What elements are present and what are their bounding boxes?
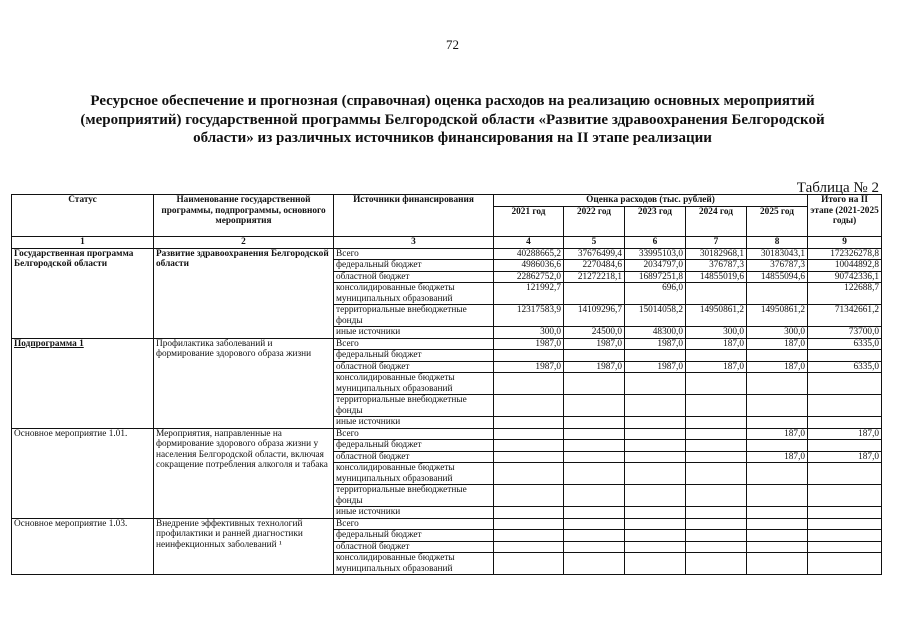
value-cell [564, 485, 625, 507]
value-cell: 376787,3 [686, 260, 747, 272]
row-source: консолидированные бюджеты муниципальных образований [334, 463, 494, 485]
row-source: федеральный бюджет [334, 260, 494, 272]
value-cell [494, 485, 564, 507]
value-cell [686, 553, 747, 575]
row-source: федеральный бюджет [334, 530, 494, 542]
value-cell [494, 530, 564, 542]
value-cell [686, 440, 747, 452]
row-status: Подпрограмма 1 [12, 338, 154, 428]
value-cell: 187,0 [686, 338, 747, 350]
value-cell [494, 373, 564, 395]
value-cell: 1987,0 [564, 338, 625, 350]
header-year: 2025 год [747, 206, 808, 236]
value-cell [564, 395, 625, 417]
row-source: территориальные внебюджетные фонды [334, 485, 494, 507]
value-cell: 300,0 [494, 327, 564, 339]
total-cell [808, 373, 882, 395]
value-cell [625, 463, 686, 485]
value-cell [747, 395, 808, 417]
value-cell [625, 395, 686, 417]
value-cell: 24500,0 [564, 327, 625, 339]
value-cell [747, 373, 808, 395]
value-cell [494, 463, 564, 485]
value-cell [494, 428, 564, 440]
row-source: областной бюджет [334, 541, 494, 553]
total-cell: 187,0 [808, 428, 882, 440]
row-source: федеральный бюджет [334, 350, 494, 362]
row-status: Государственная программа Белгородской области [12, 248, 154, 338]
header-status: Статус [12, 195, 154, 237]
value-cell [747, 463, 808, 485]
value-cell: 121992,7 [494, 283, 564, 305]
row-name: Профилактика заболеваний и формирование здорового образа жизни [154, 338, 334, 428]
value-cell [564, 428, 625, 440]
value-cell: 16897251,8 [625, 271, 686, 283]
header-year: 2022 год [564, 206, 625, 236]
value-cell [747, 507, 808, 519]
value-cell [625, 451, 686, 463]
value-cell [564, 451, 625, 463]
value-cell [625, 417, 686, 429]
value-cell: 1987,0 [494, 338, 564, 350]
value-cell: 40288665,2 [494, 248, 564, 260]
row-source: Всего [334, 248, 494, 260]
value-cell [494, 417, 564, 429]
value-cell [494, 350, 564, 362]
value-cell [747, 541, 808, 553]
value-cell: 1987,0 [494, 361, 564, 373]
row-status: Основное мероприятие 1.03. [12, 518, 154, 575]
value-cell: 187,0 [747, 451, 808, 463]
col-number: 4 [494, 236, 564, 248]
value-cell: 696,0 [625, 283, 686, 305]
row-source: консолидированные бюджеты муниципальных образований [334, 283, 494, 305]
table-row [12, 338, 882, 350]
row-name: Внедрение эффективных технологий профилактики и ранней диагностики неинфекционных заболеваний ¹ [154, 518, 334, 575]
value-cell: 14109296,7 [564, 305, 625, 327]
value-cell [747, 440, 808, 452]
value-cell: 187,0 [747, 361, 808, 373]
value-cell [686, 395, 747, 417]
total-cell: 10044892,8 [808, 260, 882, 272]
total-cell: 90742336,1 [808, 271, 882, 283]
value-cell [625, 541, 686, 553]
value-cell: 12317583,9 [494, 305, 564, 327]
col-number: 5 [564, 236, 625, 248]
row-source: иные источники [334, 327, 494, 339]
value-cell: 22862752,0 [494, 271, 564, 283]
value-cell [747, 417, 808, 429]
col-number: 1 [12, 236, 154, 248]
row-name: Мероприятия, направленные на формирование здорового образа жизни у населения Белгородской области, включая сокращение потребления алкоголя и табака [154, 428, 334, 518]
header-source: Источники финансирования [334, 195, 494, 237]
value-cell [494, 518, 564, 530]
total-cell: 187,0 [808, 451, 882, 463]
total-cell [808, 530, 882, 542]
total-cell [808, 417, 882, 429]
value-cell [686, 283, 747, 305]
value-cell [747, 530, 808, 542]
table-label: Таблица № 2 [796, 180, 879, 196]
value-cell [686, 507, 747, 519]
value-cell [564, 530, 625, 542]
header-name: Наименование государственной программы, подпрограммы, основного мероприятия [154, 195, 334, 237]
col-number: 8 [747, 236, 808, 248]
value-cell [564, 350, 625, 362]
value-cell [686, 485, 747, 507]
value-cell [747, 553, 808, 575]
value-cell [625, 428, 686, 440]
table-row [12, 428, 882, 440]
value-cell [686, 417, 747, 429]
value-cell [686, 541, 747, 553]
value-cell [564, 283, 625, 305]
col-number: 3 [334, 236, 494, 248]
value-cell: 14855019,6 [686, 271, 747, 283]
total-cell [808, 553, 882, 575]
table-row [12, 248, 882, 260]
row-name: Развитие здравоохранения Белгородской области [154, 248, 334, 338]
row-source: областной бюджет [334, 271, 494, 283]
total-cell [808, 485, 882, 507]
value-cell [686, 451, 747, 463]
document-title: Ресурсное обеспечение и прогнозная (справочная) оценка расходов на реализацию основных мероприятий (мероприятий) государственной программы Белгородской области «Развитие здравоохранения Белгородской области» из различных источников финансирования на II этапе реализации [80, 93, 825, 146]
value-cell [686, 373, 747, 395]
value-cell [625, 553, 686, 575]
value-cell [747, 283, 808, 305]
col-number: 2 [154, 236, 334, 248]
row-source: иные источники [334, 507, 494, 519]
total-cell: 6335,0 [808, 338, 882, 350]
row-source: консолидированные бюджеты муниципальных образований [334, 373, 494, 395]
value-cell: 37676499,4 [564, 248, 625, 260]
value-cell: 187,0 [747, 338, 808, 350]
value-cell [686, 350, 747, 362]
value-cell: 14950861,2 [686, 305, 747, 327]
value-cell: 300,0 [686, 327, 747, 339]
value-cell [564, 541, 625, 553]
total-cell [808, 395, 882, 417]
value-cell [625, 530, 686, 542]
row-source: Всего [334, 518, 494, 530]
value-cell [564, 373, 625, 395]
col-number: 9 [808, 236, 882, 248]
value-cell: 33995103,0 [625, 248, 686, 260]
value-cell [625, 350, 686, 362]
value-cell [564, 417, 625, 429]
total-cell [808, 518, 882, 530]
value-cell [564, 507, 625, 519]
total-cell: 73700,0 [808, 327, 882, 339]
total-cell: 6335,0 [808, 361, 882, 373]
value-cell: 2270484,6 [564, 260, 625, 272]
total-cell [808, 463, 882, 485]
col-number: 6 [625, 236, 686, 248]
row-status: Основное мероприятие 1.01. [12, 428, 154, 518]
total-cell [808, 350, 882, 362]
header-year: 2024 год [686, 206, 747, 236]
value-cell: 48300,0 [625, 327, 686, 339]
value-cell: 300,0 [747, 327, 808, 339]
table-row [12, 518, 882, 530]
header-year: 2023 год [625, 206, 686, 236]
row-source: федеральный бюджет [334, 440, 494, 452]
value-cell [747, 350, 808, 362]
value-cell [625, 373, 686, 395]
value-cell: 14950861,2 [747, 305, 808, 327]
col-number: 7 [686, 236, 747, 248]
value-cell: 4986036,6 [494, 260, 564, 272]
value-cell [686, 518, 747, 530]
value-cell [494, 395, 564, 417]
budget-table [11, 194, 882, 575]
value-cell: 21272218,1 [564, 271, 625, 283]
header-total: Итого на II этапе (2021-2025 годы) [808, 195, 882, 237]
total-cell [808, 440, 882, 452]
value-cell: 30182968,1 [686, 248, 747, 260]
total-cell: 71342661,2 [808, 305, 882, 327]
value-cell [494, 451, 564, 463]
value-cell [564, 463, 625, 485]
value-cell: 1987,0 [625, 338, 686, 350]
total-cell [808, 541, 882, 553]
value-cell: 14855094,6 [747, 271, 808, 283]
value-cell [494, 440, 564, 452]
value-cell: 376787,3 [747, 260, 808, 272]
value-cell [494, 541, 564, 553]
page-number: 72 [446, 37, 459, 52]
total-cell: 172326278,8 [808, 248, 882, 260]
value-cell [564, 440, 625, 452]
value-cell [564, 518, 625, 530]
value-cell: 1987,0 [564, 361, 625, 373]
row-source: областной бюджет [334, 361, 494, 373]
value-cell [494, 553, 564, 575]
total-cell: 122688,7 [808, 283, 882, 305]
row-source: Всего [334, 338, 494, 350]
header-estimate: Оценка расходов (тыс. рублей) [494, 195, 808, 207]
value-cell: 1987,0 [625, 361, 686, 373]
row-source: консолидированные бюджеты муниципальных образований [334, 553, 494, 575]
value-cell: 187,0 [686, 361, 747, 373]
value-cell: 15014058,2 [625, 305, 686, 327]
value-cell [494, 507, 564, 519]
row-source: территориальные внебюджетные фонды [334, 395, 494, 417]
value-cell: 2034797,0 [625, 260, 686, 272]
row-source: Всего [334, 428, 494, 440]
value-cell: 30183043,1 [747, 248, 808, 260]
row-source: территориальные внебюджетные фонды [334, 305, 494, 327]
value-cell [686, 463, 747, 485]
value-cell: 187,0 [747, 428, 808, 440]
value-cell [625, 518, 686, 530]
value-cell [747, 518, 808, 530]
header-year: 2021 год [494, 206, 564, 236]
total-cell [808, 507, 882, 519]
value-cell [625, 485, 686, 507]
value-cell [625, 440, 686, 452]
value-cell [625, 507, 686, 519]
row-source: областной бюджет [334, 451, 494, 463]
row-source: иные источники [334, 417, 494, 429]
value-cell [564, 553, 625, 575]
value-cell [686, 428, 747, 440]
value-cell [747, 485, 808, 507]
value-cell [686, 530, 747, 542]
